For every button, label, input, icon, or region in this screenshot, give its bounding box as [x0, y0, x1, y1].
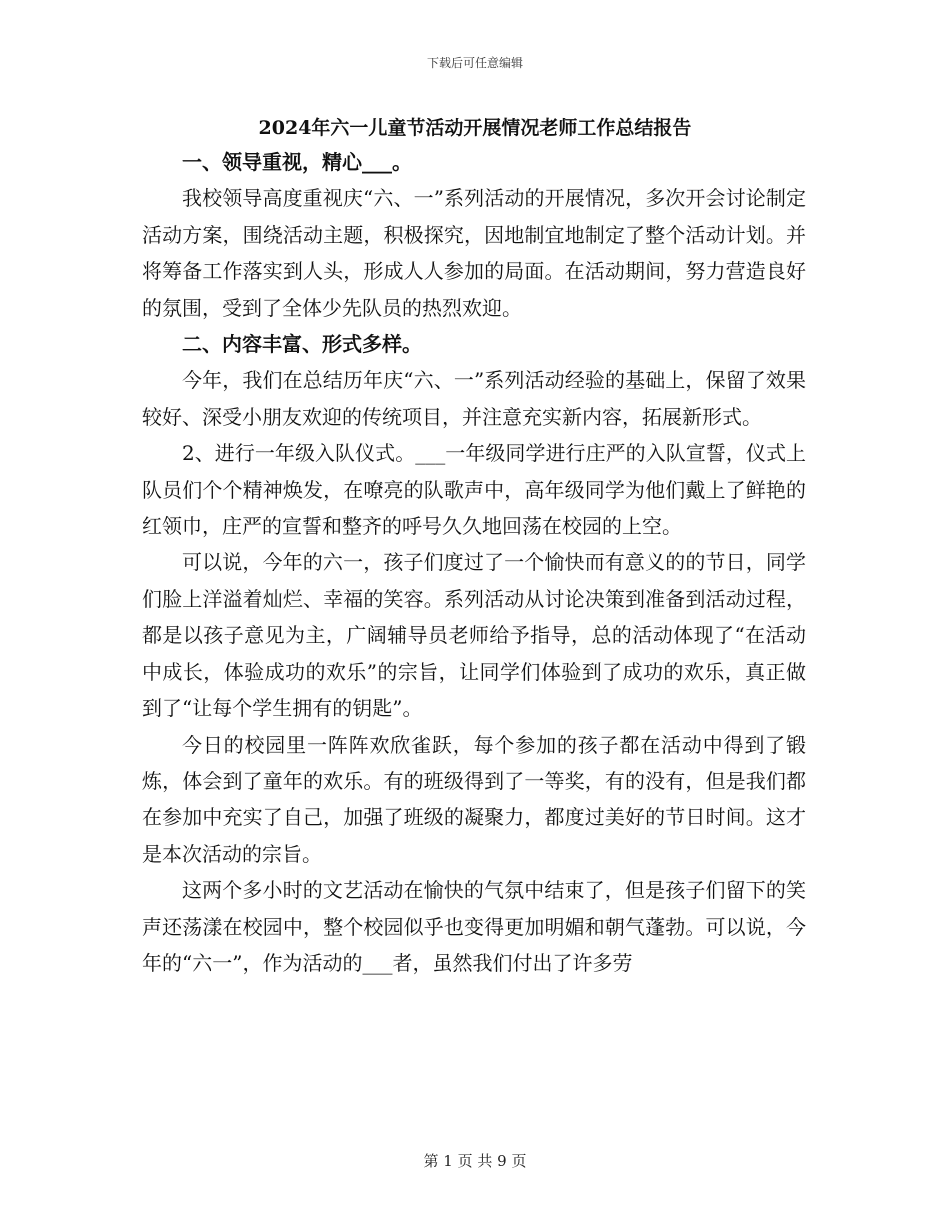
paragraph-induction-ceremony: 2、进行一年级入队仪式。___一年级同学进行庄严的入队宣誓，仪式上队员们个个精神焕发，在嘹亮的队歌声中，高年级同学为他们戴上了鲜艳的红领巾，庄严的宣誓和整齐的呼号久久地回荡在校园的上空。 [142, 441, 806, 539]
page-header-note: 下载后可任意编辑 [426, 56, 523, 70]
document-title: 2024年六一儿童节活动开展情况老师工作总结报告 [258, 117, 692, 139]
paragraph-content-intro: 今年，我们在总结历年庆“六、一”系列活动经验的基础上，保留了效果较好、深受小朋友欢迎的传统项目，并注意充实新内容，拓展新形式。 [142, 368, 806, 429]
paragraph-closing: 这两个多小时的文艺活动在愉快的气氛中结束了，但是孩子们留下的笑声还荡漾在校园中，整个校园似乎也变得更加明媚和朝气蓬勃。可以说，今年的“六一”，作为活动的___者，虽然我们付出了许多劳 [142, 878, 806, 975]
document-body [142, 144, 806, 981]
section-heading-leadership: 一、领导重视，精心___。 [182, 150, 412, 174]
paragraph-leadership: 我校领导高度重视庆“六、一”系列活动的开展情况，多次开会讨论制定活动方案，围绕活动主题，积极探究，因地制宜地制定了整个活动计划。并将筹备工作落实到人头，形成人人参加的局面。在活动期间，努力营造良好的氛围，受到了全体少先队员的热烈欢迎。 [142, 186, 806, 320]
paragraph-summary: 可以说，今年的六一，孩子们度过了一个愉快而有意义的的节日，同学们脸上洋溢着灿烂、幸福的笑容。系列活动从讨论决策到准备到活动过程，都是以孩子意见为主，广阔辅导员老师给予指导，总的活动体现了“在活动中成长，体验成功的欢乐”的宗旨，让同学们体验到了成功的欢乐，真正做到了“让每个学生拥有的钥匙”。 [142, 550, 806, 721]
page-footer-number: 第 1 页 共 9 页 [423, 1152, 527, 1170]
paragraph-campus: 今日的校园里一阵阵欢欣雀跃，每个参加的孩子都在活动中得到了锻炼，体会到了童年的欢乐。有的班级得到了一等奖，有的没有，但是我们都在参加中充实了自己，加强了班级的凝聚力，都度过美好的节日时间。这才是本次活动的宗旨。 [142, 732, 806, 866]
section-heading-content: 二、内容丰富、形式多样。 [182, 332, 422, 357]
